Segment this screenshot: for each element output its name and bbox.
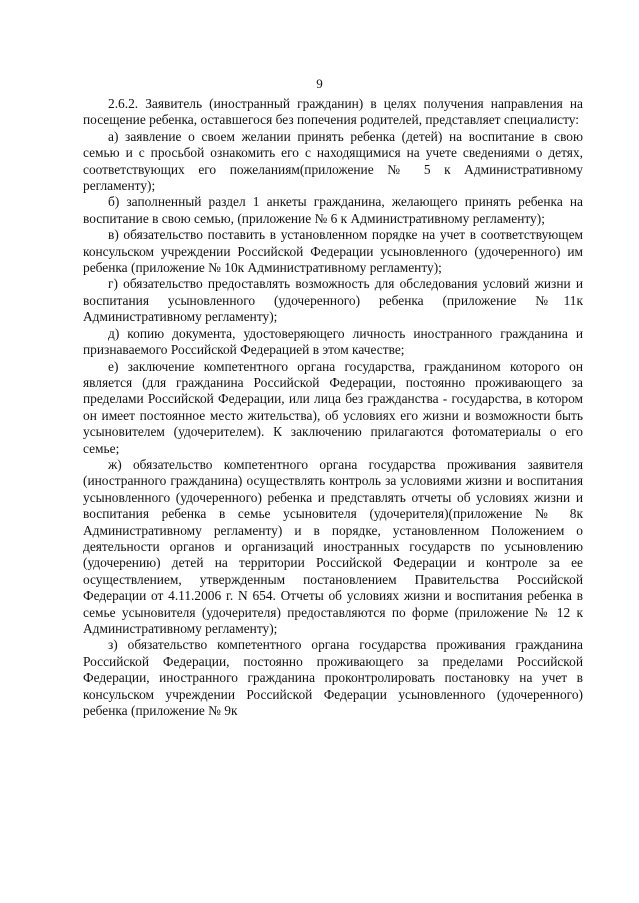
paragraph-d: д) копию документа, удостоверяющего личность иностранного гражданина и признаваемого Российской Федерацией в этом качестве;	[83, 325, 583, 358]
paragraph-z: з) обязательство компетентного органа государства проживания гражданина Российской Федерации, постоянно проживающего за пределами Российской Федерации, иностранного гражданина проконтролировать постановку на учет в консульском учреждении Российской Федерации усыновленного (удочеренного) ребенка (приложение № 9к	[83, 637, 583, 719]
paragraph-v: в) обязательство поставить в установленном порядке на учет в соответствующем консульском учреждении Российской Федерации усыновленного (удочеренного) им ребенка (приложение № 10к Административному регламенту);	[83, 227, 583, 276]
page-number: 9	[316, 76, 323, 91]
paragraph-b: б) заполненный раздел 1 анкеты гражданина, желающего принять ребенка на воспитание в свою семью, (приложение № 6 к Административному регламенту);	[83, 194, 583, 226]
paragraph-e: е) заключение компетентного органа государства, гражданином которого он является (для гражданина Российской Федерации, постоянно проживающего за пределами Российской Федерации, или лица без гражданства - государства, в котором он имеет постоянное место жительства), об условиях его жизни и возможности быть усыновителем (удочерителем). К заключению прилагаются фотоматериалы о его семье;	[83, 358, 583, 456]
paragraph-a: а) заявление о своем желании принять ребенка (детей) на воспитание в свою семью и с просьбой ознакомить его с находящимися на учете сведениями о детях, соответствующих его пожеланиям(приложение № 5 к Административному регламенту);	[83, 128, 583, 194]
document-body	[83, 96, 583, 719]
paragraph-zh: ж) обязательство компетентного органа государства проживания заявителя (иностранного гражданина) осуществлять контроль за условиями жизни и воспитания усыновленного (удочеренного) ребенка и представлять отчеты об условиях жизни и воспитания ребенка в семье усыновителя (удочерителя)(приложение № 8к Административному регламенту) и в порядке, установленном Положением о деятельности органов и организаций иностранных государств по усыновлению (удочерению) детей на территории Российской Федерации и контроле за ее осуществлением, утвержденным постановлением Правительства Российской Федерации от 4.11.2006 г. N 654. Отчеты об условиях жизни и воспитания ребенка в семье усыновителя (удочерителя) предоставляются по форме (приложение № 12 к Административному регламенту);	[83, 456, 583, 636]
paragraph-g: г) обязательство предоставлять возможность для обследования условий жизни и воспитания усыновленного (удочеренного) ребенка (приложение №11к Административному регламенту);	[83, 276, 583, 325]
paragraph-2-6-2: 2.6.2. Заявитель (иностранный гражданин) в целях получения направления на посещение ребенка, оставшегося без попечения родителей, представляет специалисту:	[83, 96, 583, 128]
